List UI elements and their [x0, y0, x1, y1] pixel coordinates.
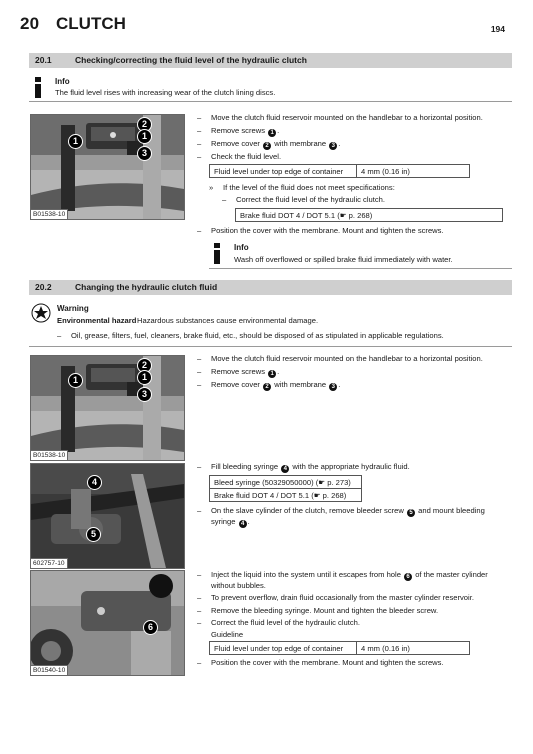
environment-icon — [31, 303, 51, 325]
figure-label: B01538-10 — [31, 450, 68, 460]
figure-label: 602757-10 — [31, 558, 68, 568]
figure-slave-cylinder — [30, 463, 185, 569]
warning-heading: Warning — [57, 304, 89, 313]
info-heading: Info — [234, 243, 249, 252]
info-text: Wash off overflowed or spilled brake fluid immediately with water. — [234, 255, 453, 264]
divider — [29, 101, 512, 102]
chapter-number: 20 — [20, 14, 40, 33]
ref-number: 4 — [239, 520, 247, 528]
callout-3: 3 — [137, 387, 152, 402]
spec-value: 4 mm (0.16 in) — [357, 165, 470, 178]
fluid-spec: Brake fluid DOT 4 / DOT 5.1 (☛ p. 268) — [210, 489, 362, 502]
ref-number: 6 — [404, 573, 412, 581]
info-icon — [31, 77, 45, 100]
spec-table — [209, 164, 470, 178]
chapter-title: CLUTCH — [56, 14, 126, 33]
section-number: 20.2 — [35, 282, 52, 292]
info-text: The fluid level rises with increasing wear of the clutch lining discs. — [55, 88, 276, 97]
ref-number: 5 — [407, 509, 415, 517]
ref-number: 2 — [263, 142, 271, 150]
page-number: 194 — [490, 24, 505, 34]
ref-number: 1 — [268, 370, 276, 378]
ref-number: 3 — [329, 383, 337, 391]
divider — [209, 268, 512, 269]
callout-2: 2 — [137, 117, 152, 132]
info-heading: Info — [55, 77, 70, 86]
callout-1: 1 — [68, 134, 83, 149]
syringe-spec: Bleed syringe (50329050000) (☛ p. 273) — [210, 476, 362, 489]
callout-3: 3 — [137, 146, 152, 161]
section-number: 20.1 — [35, 55, 52, 65]
spec-label: Fluid level under top edge of container — [210, 642, 357, 655]
callout-6: 6 — [143, 620, 158, 635]
callout-5: 5 — [86, 527, 101, 542]
callout-1: 1 — [137, 129, 152, 144]
divider — [29, 346, 512, 347]
callout-1: 1 — [68, 373, 83, 388]
ref-number: 3 — [329, 142, 337, 150]
section-header-20-2 — [29, 280, 512, 295]
spec-value: 4 mm (0.16 in) — [357, 642, 470, 655]
figure-label: B01538-10 — [31, 209, 68, 219]
fluid-table — [235, 208, 503, 222]
ref-number: 2 — [263, 383, 271, 391]
section-title: Changing the hydraulic clutch fluid — [75, 282, 218, 292]
figure-label: B01540-10 — [31, 665, 68, 675]
figure-reservoir-1 — [30, 114, 185, 220]
callout-2: 2 — [137, 358, 152, 373]
env-hazard-text: Hazardous substances cause environmental damage. — [137, 316, 319, 325]
env-hazard-label: Environmental hazard — [57, 316, 137, 325]
ref-number: 4 — [281, 465, 289, 473]
figure-master-cylinder — [30, 570, 185, 676]
info-icon — [210, 243, 224, 266]
spec-table — [209, 641, 470, 655]
callout-1: 1 — [137, 370, 152, 385]
section-title: Checking/correcting the fluid level of the hydraulic clutch — [75, 55, 307, 65]
ref-number: 1 — [268, 129, 276, 137]
figure-reservoir-2 — [30, 355, 185, 461]
guideline-label: Guideline — [211, 630, 244, 639]
fluid-spec: Brake fluid DOT 4 / DOT 5.1 (☛ p. 268) — [236, 209, 503, 222]
callout-4: 4 — [87, 475, 102, 490]
tool-table — [209, 475, 362, 502]
spec-label: Fluid level under top edge of container — [210, 165, 357, 178]
section-header-20-1 — [29, 53, 512, 68]
